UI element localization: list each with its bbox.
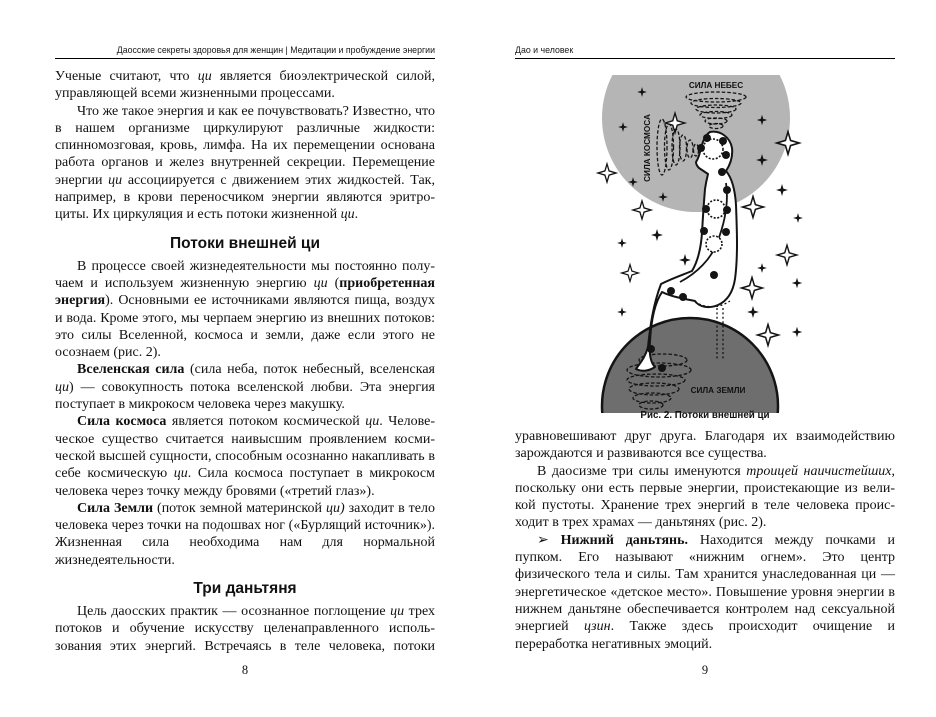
label-cosmos: СИЛА КОСМОСА [643, 114, 652, 182]
label-heaven: СИЛА НЕБЕС [688, 81, 744, 90]
right-page-text [515, 428, 895, 653]
running-head-left: Даосские секреты здоровья для женщин | Медитации и пробуждение энергии [55, 45, 435, 59]
page-number-right: 9 [701, 663, 709, 677]
right-page [515, 0, 895, 717]
figure-caption: Рис. 2. Потоки внешней ци [640, 410, 770, 421]
earth-sphere [602, 318, 778, 413]
section-heading: Потоки внешней ци [170, 234, 320, 252]
paragraph: Цель даосских практик — осознанное поглощение ци трех потоков и обучение искусству целенаправленного использования этих энергий. Встречаясь в теле человека, потоки [55, 604, 435, 654]
label-earth: СИЛА ЗЕМЛИ [690, 386, 746, 395]
figure-illustration [515, 75, 815, 413]
page-number-left: 8 [241, 663, 249, 677]
paragraph: В процессе своей жизнедеятельности мы постоянно получаем и используем жизненную энергию ци (приобретенная энергия). Основными ее источниками являются пища, воздух и вода. Кроме этого, мы черпаем энергию из внешних потоков: это силы Вселенной, космоса и земли, даже если этого не осознаем (рис. 2). [55, 258, 435, 361]
left-page [55, 0, 435, 717]
paragraph: ➢ Нижний даньтянь. Находится между почками и пупком. Его называют «нижним огнем». Это центр физического тела и силы. Там хранится унаследованная ци — энергетическое «детское место». Повышение уровня энергии в нижнем даньтяне обеспечивается контролем над сексуальной энергией цзин. Также здесь происходит очищение и переработка негативных эмоций. [515, 532, 895, 652]
paragraph: В даосизме три силы именуются троицей наичистейших, поскольку они есть первые энергии, проистекающие из великой пустоты. Хранение трех энергий в теле человека происходит в трех храмах — даньтянях (рис. 2). [515, 463, 895, 531]
paragraph: Ученые считают, что ци является биоэлектрической силой, управляющей всеми жизненными процессами. [55, 69, 435, 102]
paragraph: уравновешивают друг друга. Благодаря их взаимодействию зарождаются и развиваются все существа. [515, 429, 895, 462]
paragraph: Сила космоса является потоком космической ци. Человеческое существо считается наивысшим проявлением космической высшей сущности, способным осознанно накапливать в себе космическую ци. Сила космоса поступает в микрокосм человека через точку между бровями («третий глаз»). [55, 414, 435, 499]
section-heading: Три даньтяня [193, 580, 297, 598]
paragraph: Что же такое энергия и как ее почувствовать? Известно, что в нашем организме циркулируют различные жидкости: спинномозговая, кровь, лимфа. На их перемещении основана работа органов и желез внутренней секреции. Перемещение энергии ци ассоциируется с движением этих жидкостей. Так, например, в крови переносчиком энергии являются эритроциты. Их циркуляция и есть потоки жизненной ци. [55, 103, 435, 223]
space-circle [602, 75, 790, 212]
paragraph: Сила Земли (поток земной материнской ци) заходит в тело человека через точки на подошвах ног («Бурлящий источник»). Жизненная сила необходима нам для нормальной жизнедеятельности. [55, 500, 435, 568]
left-page-text [55, 68, 435, 655]
running-head-right: Дао и человек [515, 45, 895, 59]
paragraph: Вселенская сила (сила неба, поток небесный, вселенская ци) — совокупность потока вселенской любви. Эта энергия поступает в микрокосм человека через макушку. [55, 362, 435, 413]
